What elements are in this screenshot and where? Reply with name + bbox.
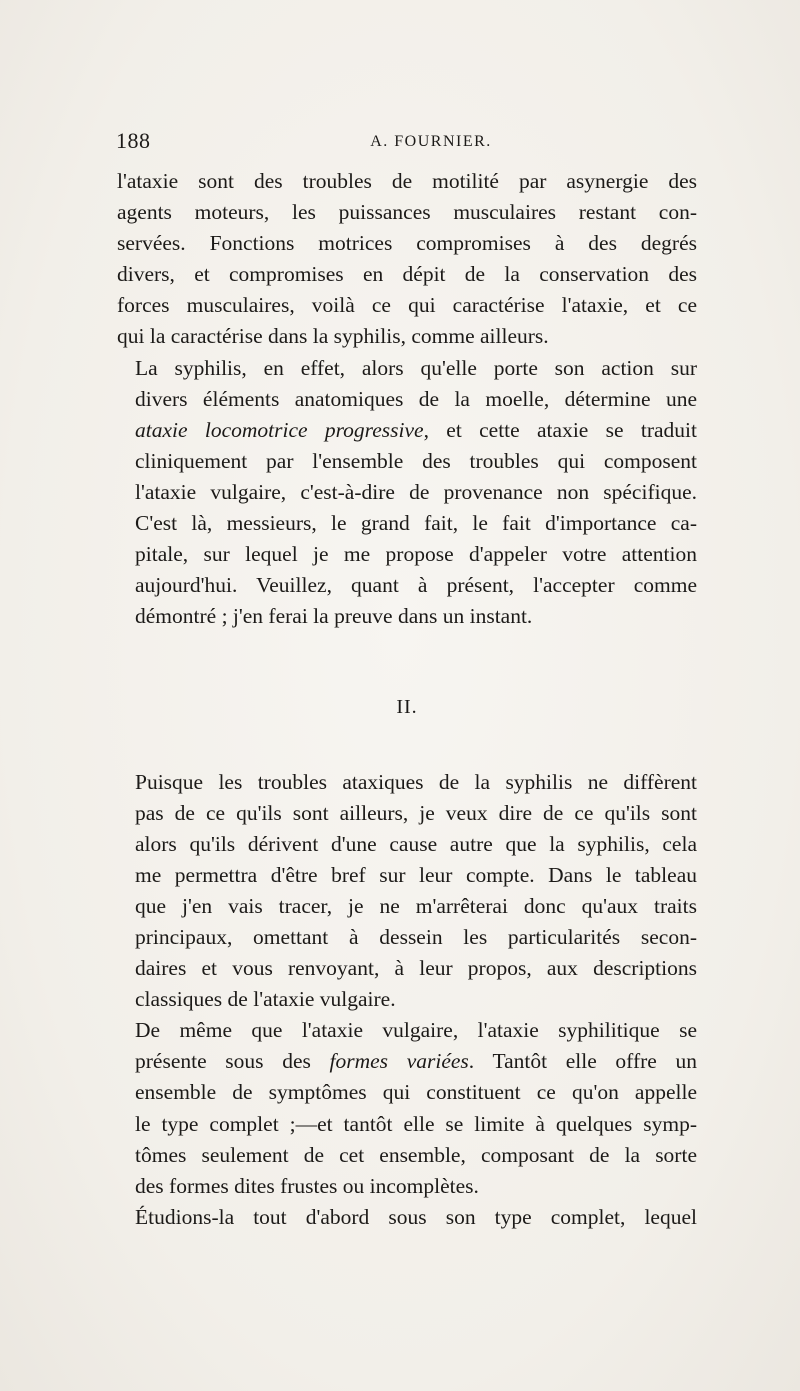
text-line: principaux, omettant à dessein les particularités secon- [135, 924, 697, 949]
text-line: agents moteurs, les puissances musculaires restant con- [117, 200, 697, 225]
text-line: tômes seulement de cet ensemble, composant de la sorte [135, 1142, 697, 1167]
text-section-2 [117, 767, 697, 1233]
paragraph [117, 767, 697, 1016]
text-line: ataxie locomotrice progressive, et cette ataxie se traduit [135, 417, 698, 442]
text-line: l'ataxie vulgaire, c'est-à-dire de provenance non spécifique. [135, 479, 697, 504]
text-line: pas de ce qu'ils sont ailleurs, je veux dire de ce qu'ils sont [135, 800, 697, 825]
paragraph [117, 1202, 697, 1233]
text-line: La syphilis, en effet, alors qu'elle porte son action sur [135, 355, 697, 380]
text-line: forces musculaires, voilà ce qui caractérise l'ataxie, et ce [117, 293, 697, 318]
text-line: divers éléments anatomiques de la moelle, détermine une [135, 386, 697, 411]
text-line: Étudions-la tout d'abord sous son type complet, lequel [135, 1204, 697, 1229]
paragraph [117, 353, 697, 633]
running-head: A. FOURNIER. [370, 133, 492, 150]
text-line: servées. Fonctions motrices compromises à des degrés [117, 231, 697, 256]
text-line: pitale, sur lequel je me propose d'appeler votre attention [135, 542, 697, 567]
text-line: alors qu'ils dérivent d'une cause autre que la syphilis, cela [135, 831, 697, 856]
text-line: De même que l'ataxie vulgaire, l'ataxie syphilitique se [135, 1018, 697, 1043]
text-line: que j'en vais tracer, je ne m'arrêterai donc qu'aux traits [135, 893, 697, 918]
text-line: le type complet ;—et tantôt elle se limite à quelques symp- [135, 1111, 697, 1136]
body-text [117, 166, 697, 1233]
text-section-1 [117, 166, 697, 632]
text-line: daires et vous renvoyant, à leur propos, aux descriptions [135, 956, 697, 981]
section-heading: II. [396, 696, 418, 719]
paragraph [117, 166, 697, 353]
text-line: cliniquement par l'ensemble des troubles qui composent [135, 448, 697, 473]
text-line: présente sous des formes variées. Tantôt elle offre un [135, 1049, 697, 1074]
text-line: classiques de l'ataxie vulgaire. [135, 987, 396, 1012]
text-line: ensemble de symptômes qui constituent ce qu'on appelle [135, 1080, 697, 1105]
paragraph [117, 1015, 697, 1202]
text-line: C'est là, messieurs, le grand fait, le fait d'importance ca- [135, 511, 697, 536]
text-line: aujourd'hui. Veuillez, quant à présent, l'accepter comme [135, 573, 697, 598]
text-line: des formes dites frustes ou incomplètes. [135, 1173, 479, 1198]
text-line: Puisque les troubles ataxiques de la syphilis ne diffèrent [135, 769, 697, 794]
text-line: me permettra d'être bref sur leur compte. Dans le tableau [135, 862, 697, 887]
text-line: l'ataxie sont des troubles de motilité par asynergie des [117, 169, 697, 193]
page-header [116, 128, 706, 158]
page-number: 188 [116, 128, 151, 153]
text-line: qui la caractérise dans la syphilis, comme ailleurs. [117, 324, 549, 349]
text-line: divers, et compromises en dépit de la conservation des [117, 262, 697, 287]
text-line: démontré ; j'en ferai la preuve dans un instant. [135, 604, 533, 629]
